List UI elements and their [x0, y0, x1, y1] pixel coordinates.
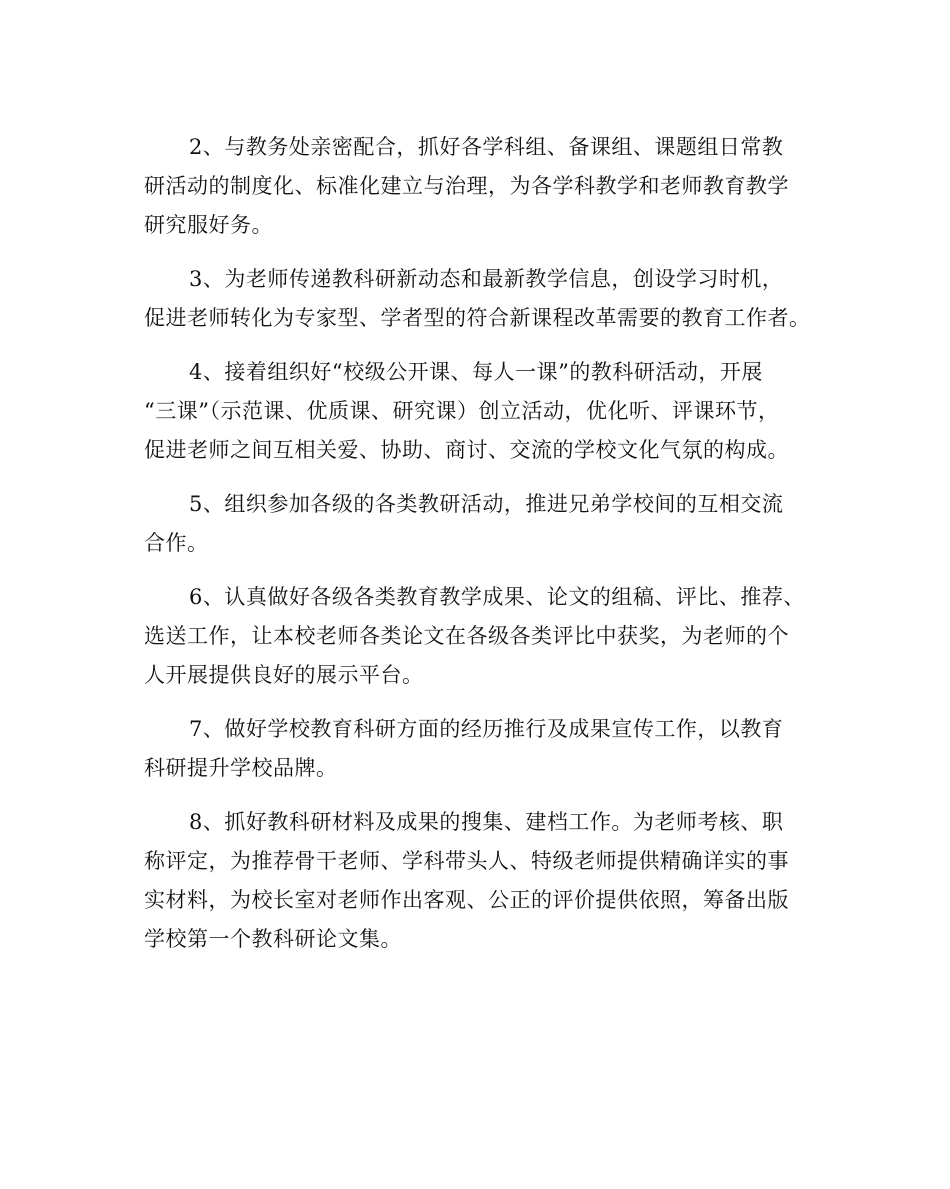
paragraph-line: “三课”（示范课、优质课、研究课）创立活动，优化听、评课环节，	[144, 399, 780, 423]
paragraph-line: 学校第一个教科研论文集。	[144, 927, 402, 951]
paragraph-line: 合作。	[144, 531, 209, 555]
paragraph-item-2	[144, 128, 814, 245]
paragraph-line: 人开展提供良好的展示平台。	[144, 663, 424, 687]
paragraph-line: 促进老师转化为专家型、学者型的符合新课程改革需要的教育工作者。	[144, 306, 811, 330]
paragraph-line: 8、抓好教科研材料及成果的搜集、建档工作。为老师考核、职	[189, 810, 784, 834]
paragraph-line: 5、组织参加各级的各类教研活动，推进兄弟学校间的互相交流	[189, 492, 784, 516]
paragraph-line: 研究服好务。	[144, 213, 273, 237]
paragraph-line: 7、做好学校教育科研方面的经历推行及成果宣传工作，以教育	[189, 717, 784, 741]
paragraph-item-5	[144, 485, 814, 563]
paragraph-item-3	[144, 260, 814, 338]
paragraph-line: 实材料，为校长室对老师作出客观、公正的评价提供依照，筹备出版	[144, 888, 789, 912]
paragraph-line: 3、为老师传递教科研新动态和最新教学信息，创设学习时机，	[189, 267, 784, 291]
paragraph-line: 2、与教务处亲密配合，抓好各学科组、备课组、课题组日常教	[189, 135, 784, 159]
paragraph-line: 4、接着组织好“校级公开课、每人一课”的教科研活动，开展	[189, 360, 763, 384]
paragraph-line: 科研提升学校品牌。	[144, 756, 338, 780]
paragraph-line: 选送工作，让本校老师各类论文在各级各类评比中获奖，为老师的个	[144, 624, 789, 648]
document-body	[144, 128, 814, 974]
paragraph-item-8	[144, 803, 814, 959]
paragraph-item-7	[144, 710, 814, 788]
paragraph-line: 促进老师之间互相关爱、协助、商讨、交流的学校文化气氛的构成。	[144, 438, 789, 462]
paragraph-line: 研活动的制度化、标准化建立与治理，为各学科教学和老师教育教学	[144, 174, 789, 198]
paragraph-line: 6、认真做好各级各类教育教学成果、论文的组稿、评比、推荐、	[189, 585, 805, 609]
paragraph-item-6	[144, 578, 814, 695]
paragraph-item-4	[144, 353, 814, 470]
paragraph-line: 称评定，为推荐骨干老师、学科带头人、特级老师提供精确详实的事	[144, 849, 789, 873]
